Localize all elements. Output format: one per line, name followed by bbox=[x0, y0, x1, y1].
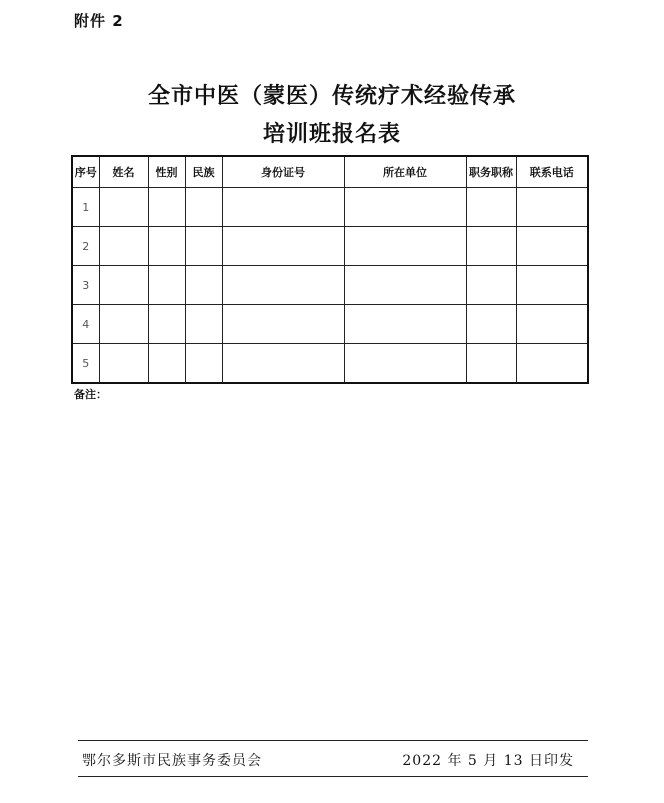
header-phone: 联系电话 bbox=[516, 156, 588, 188]
cell-position-title[interactable] bbox=[466, 188, 516, 227]
cell-ethnicity[interactable] bbox=[185, 227, 222, 266]
row-index: 1 bbox=[72, 188, 99, 227]
cell-position-title[interactable] bbox=[466, 305, 516, 344]
cell-name[interactable] bbox=[99, 266, 148, 305]
header-ethnicity: 民族 bbox=[185, 156, 222, 188]
header-organization: 所在单位 bbox=[344, 156, 466, 188]
cell-id-number[interactable] bbox=[222, 266, 344, 305]
cell-name[interactable] bbox=[99, 305, 148, 344]
cell-id-number[interactable] bbox=[222, 305, 344, 344]
cell-organization[interactable] bbox=[344, 266, 466, 305]
cell-organization[interactable] bbox=[344, 227, 466, 266]
cell-ethnicity[interactable] bbox=[185, 344, 222, 384]
table-row bbox=[72, 344, 588, 384]
cell-position-title[interactable] bbox=[466, 266, 516, 305]
row-index: 4 bbox=[72, 305, 99, 344]
cell-phone[interactable] bbox=[516, 305, 588, 344]
cell-position-title[interactable] bbox=[466, 344, 516, 384]
cell-phone[interactable] bbox=[516, 188, 588, 227]
cell-gender[interactable] bbox=[148, 266, 185, 305]
header-id-number: 身份证号 bbox=[222, 156, 344, 188]
document-title-line1: 全市中医（蒙医）传统疗术经验传承 bbox=[147, 83, 516, 109]
cell-name[interactable] bbox=[99, 227, 148, 266]
cell-id-number[interactable] bbox=[222, 227, 344, 266]
cell-phone[interactable] bbox=[516, 344, 588, 384]
cell-gender[interactable] bbox=[148, 305, 185, 344]
registration-table bbox=[71, 155, 589, 384]
cell-organization[interactable] bbox=[344, 188, 466, 227]
cell-name[interactable] bbox=[99, 344, 148, 384]
cell-ethnicity[interactable] bbox=[185, 305, 222, 344]
cell-organization[interactable] bbox=[344, 344, 466, 384]
cell-name[interactable] bbox=[99, 188, 148, 227]
header-position-title: 职务职称 bbox=[466, 156, 516, 188]
table-row bbox=[72, 266, 588, 305]
cell-id-number[interactable] bbox=[222, 188, 344, 227]
table-row bbox=[72, 227, 588, 266]
cell-ethnicity[interactable] bbox=[185, 266, 222, 305]
issue-date: 2022 年 5 月 13 日印发 bbox=[402, 753, 574, 769]
header-index: 序号 bbox=[72, 156, 99, 188]
cell-gender[interactable] bbox=[148, 188, 185, 227]
table-row bbox=[72, 305, 588, 344]
cell-id-number[interactable] bbox=[222, 344, 344, 384]
table-row bbox=[72, 188, 588, 227]
header-name: 姓名 bbox=[99, 156, 148, 188]
attachment-label: 附件 2 bbox=[74, 12, 124, 30]
footer-divider-bottom bbox=[78, 776, 588, 777]
row-index: 5 bbox=[72, 344, 99, 384]
cell-organization[interactable] bbox=[344, 305, 466, 344]
cell-phone[interactable] bbox=[516, 266, 588, 305]
footer-divider-top bbox=[78, 740, 588, 741]
row-index: 2 bbox=[72, 227, 99, 266]
issuing-authority: 鄂尔多斯市民族事务委员会 bbox=[82, 753, 262, 769]
cell-ethnicity[interactable] bbox=[185, 188, 222, 227]
cell-gender[interactable] bbox=[148, 227, 185, 266]
cell-phone[interactable] bbox=[516, 227, 588, 266]
remarks-label: 备注： bbox=[74, 388, 107, 401]
table-header-row bbox=[72, 156, 588, 188]
cell-position-title[interactable] bbox=[466, 227, 516, 266]
header-gender: 性别 bbox=[148, 156, 185, 188]
document-title-line2: 培训班报名表 bbox=[262, 121, 401, 147]
row-index: 3 bbox=[72, 266, 99, 305]
cell-gender[interactable] bbox=[148, 344, 185, 384]
